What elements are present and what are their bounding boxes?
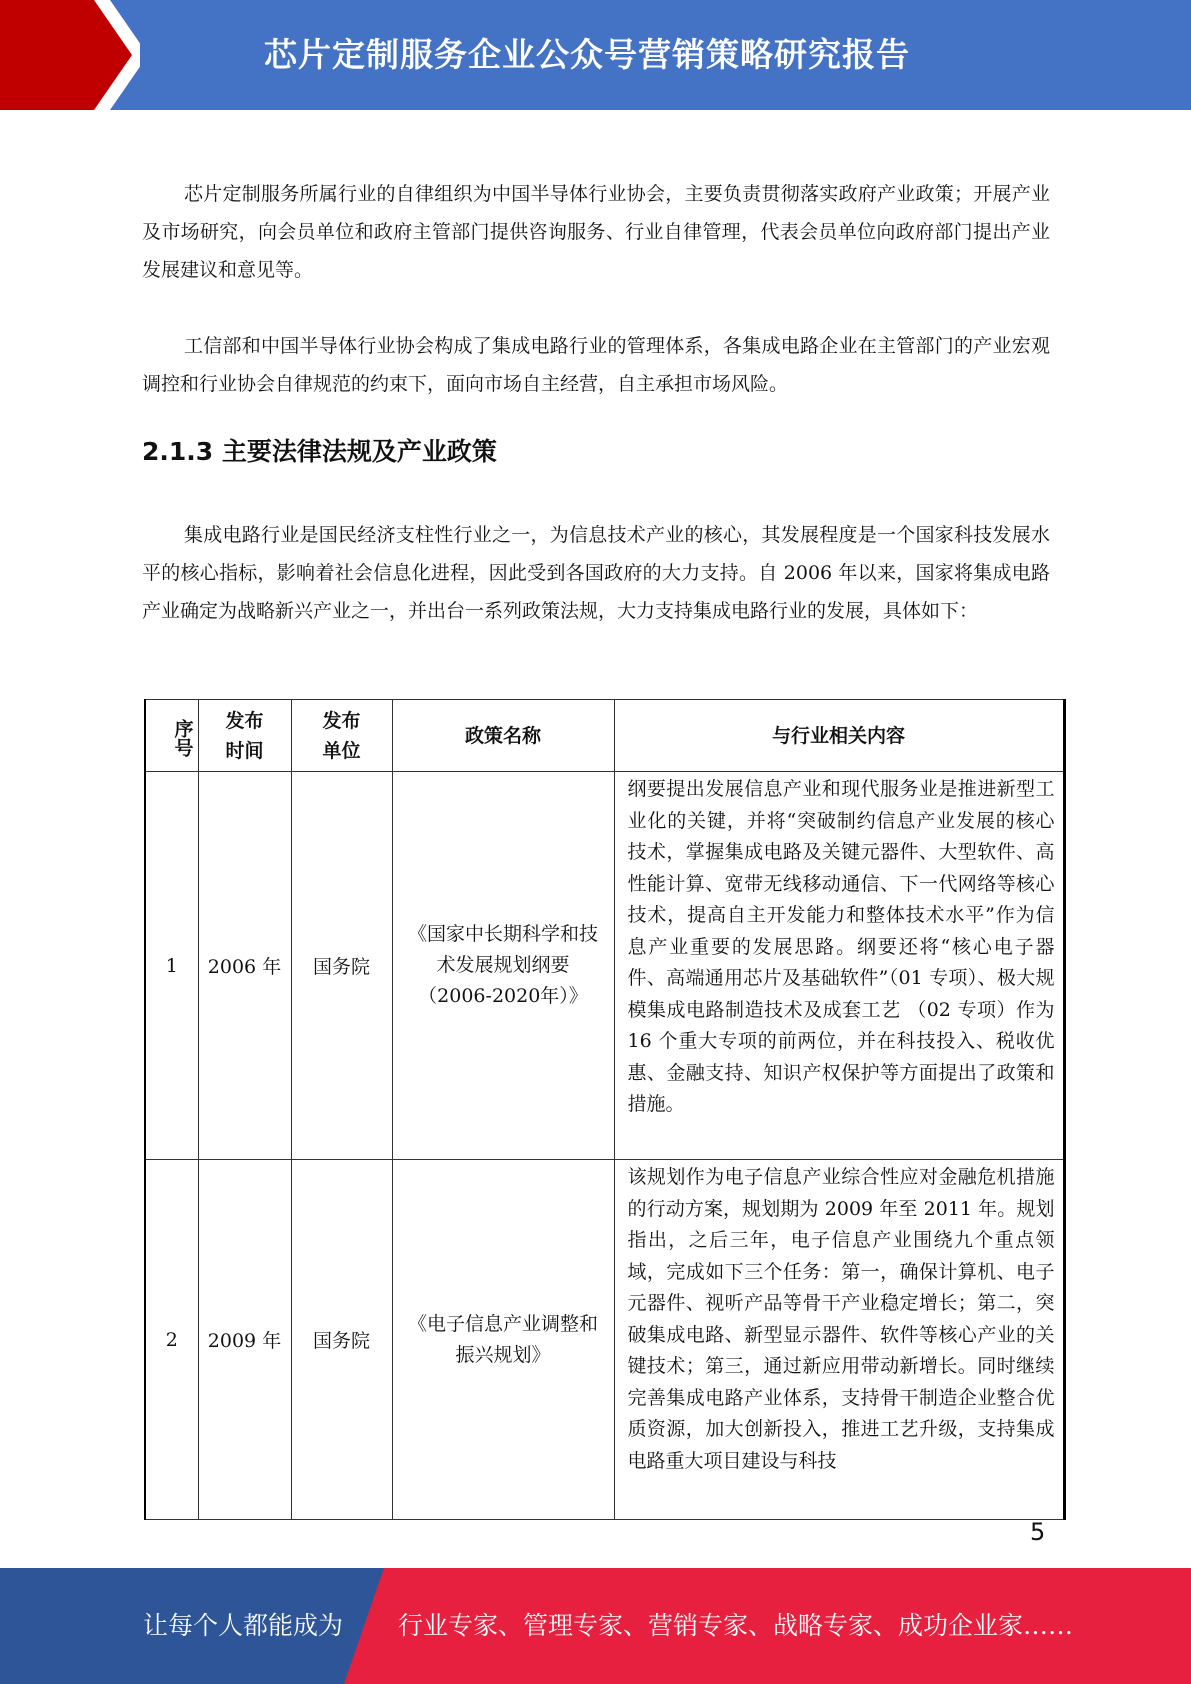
footer-slogan-left: 让每个人都能成为 <box>143 1611 344 1640</box>
row-unit: 国务院 <box>291 772 392 1160</box>
row-date: 2009 年 <box>198 1160 291 1520</box>
header-chevron-icon <box>0 0 140 110</box>
header-date <box>198 700 291 772</box>
paragraph-industry-org: 芯片定制服务所属行业的自律组织为中国半导体行业协会，主要负责贯彻落实政府产业政策；开展产业及市场研究，向会员单位和政府主管部门提供咨询服务、行业自律管理，代表会员单位向政府部门提出产业发展建议和意见等。 <box>142 183 1050 281</box>
header-unit-label: 发布单位 <box>322 709 361 762</box>
footer-slogan-right: 行业专家、管理专家、营销专家、战略专家、成功企业家…… <box>398 1611 1074 1640</box>
header-seq: 序号 <box>145 700 198 772</box>
row-policy-name: 《国家中长期科学和技术发展规划纲要（2006-2020年）》 <box>392 772 614 1160</box>
header-banner <box>0 0 1191 110</box>
report-title: 芯片定制服务企业公众号营销策略研究报告 <box>264 35 910 74</box>
row-policy-name: 《电子信息产业调整和振兴规划》 <box>392 1160 614 1520</box>
header-content: 与行业相关内容 <box>614 700 1064 772</box>
table-header-row <box>145 700 1064 772</box>
header-name: 政策名称 <box>392 700 614 772</box>
row-content: 纲要提出发展信息产业和现代服务业是推进新型工业化的关键，并将“突破制约信息产业发展的核心技术，掌握集成电路及关键元器件、大型软件、高性能计算、宽带无线移动通信、下一代网络等核心技术，提高自主开发能力和整体技术水平”作为信息产业重要的发展思路。纲要还将“核心电子器件、高端通用芯片及基础软件”（01 专项）、极大规模集成电路制造技术及成套工艺 （02 专项）作为 16 个重大专项的前两位，并在科技投入、税收优惠、金融支持、知识产权保护等方面提出了政策和措施。 <box>614 772 1064 1160</box>
row-unit: 国务院 <box>291 1160 392 1520</box>
row-date: 2006 年 <box>198 772 291 1160</box>
table-row <box>145 1160 1064 1520</box>
row-seq: 2 <box>145 1160 198 1520</box>
row-seq: 1 <box>145 772 198 1160</box>
table-row <box>145 772 1064 1160</box>
header-unit <box>291 700 392 772</box>
header-date-label: 发布时间 <box>225 709 264 762</box>
paragraph-management-system: 工信部和中国半导体行业协会构成了集成电路行业的管理体系，各集成电路企业在主管部门的产业宏观调控和行业协会自律规范的约束下，面向市场自主经营，自主承担市场风险。 <box>142 335 1050 395</box>
policy-table <box>144 699 1066 1520</box>
paragraph-intro: 集成电路行业是国民经济支柱性行业之一，为信息技术产业的核心，其发展程度是一个国家科技发展水平的核心指标，影响着社会信息化进程，因此受到各国政府的大力支持。自 2006 年以来，国家将集成电路产业确定为战略新兴产业之一，并出台一系列政策法规，大力支持集成电路行业的发展，具体如下： <box>142 524 1050 622</box>
row-content: 该规划作为电子信息产业综合性应对金融危机措施的行动方案，规划期为 2009 年至 2011 年。规划指出，之后三年，电子信息产业围绕九个重点领域，完成如下三个任务：第一，确保计算机、电子元器件、视听产品等骨干产业稳定增长；第二，突破集成电路、新型显示器件、软件等核心产业的关键技术；第三，通过新应用带动新增长。同时继续完善集成电路产业体系，支持骨干制造企业整合优质资源，加大创新投入，推进工艺升级，支持集成电路重大项目建设与科技 <box>614 1160 1064 1520</box>
section-heading: 2.1.3 主要法律法规及产业政策 <box>142 437 497 466</box>
page-number: 5 <box>1030 1518 1046 1546</box>
footer-banner <box>0 1568 1191 1684</box>
